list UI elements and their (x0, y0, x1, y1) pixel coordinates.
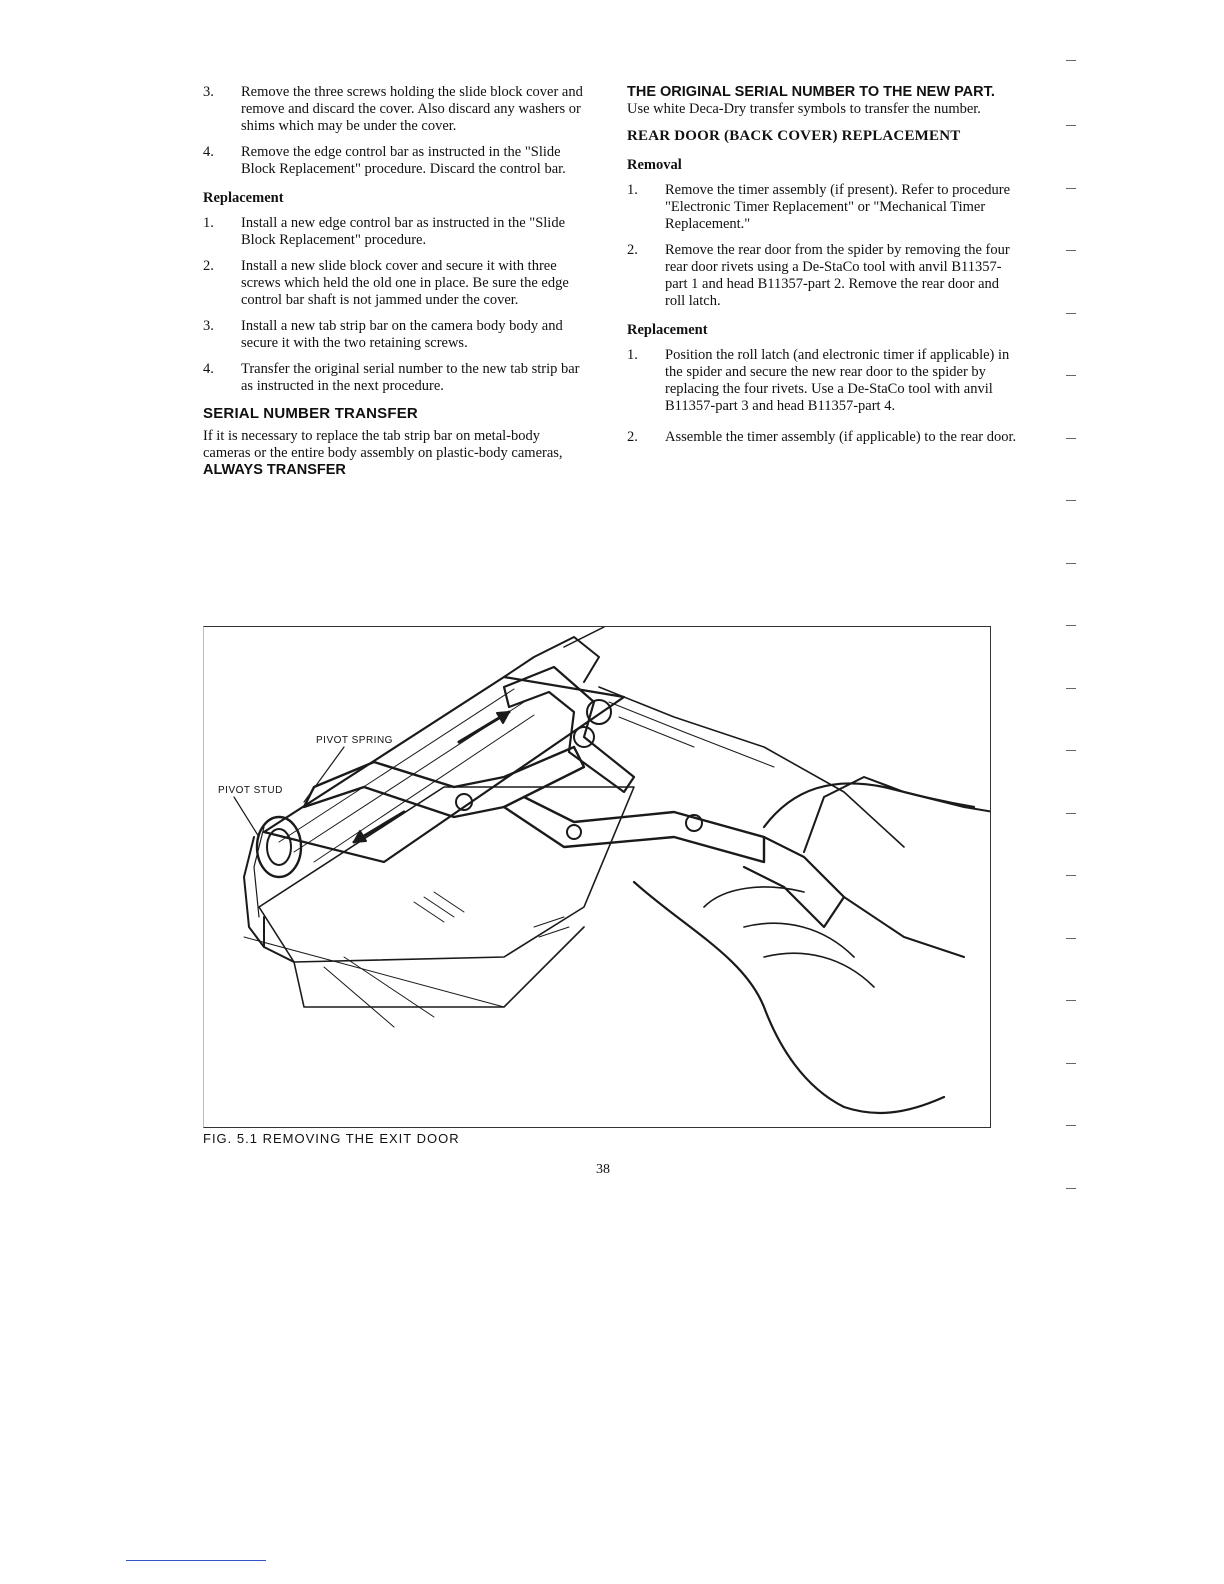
continued-text: Use white Deca-Dry transfer symbols to transfer the number. (627, 101, 981, 117)
step-number: 3. (203, 318, 214, 334)
rear-replacement-step-2 (627, 429, 1017, 446)
serial-paragraph (203, 428, 583, 479)
step-number: 3. (203, 84, 214, 100)
serial-emphasis: ALWAYS TRANSFER (203, 462, 346, 478)
step-text: Transfer the original serial number to the new tab strip bar as instructed in the next procedure. (241, 361, 580, 394)
rear-replacement-step-1 (627, 347, 1017, 415)
step-number: 4. (203, 144, 214, 160)
continued-emphasis: THE ORIGINAL SERIAL NUMBER TO THE NEW PART. (627, 84, 995, 100)
step-number: 1. (627, 182, 638, 198)
step-number: 1. (203, 215, 214, 231)
removal-step-1 (627, 182, 1017, 233)
step-text: Remove the timer assembly (if present). Refer to procedure "Electronic Timer Replacement" or "Mechanical Timer Replacement." (665, 182, 1011, 232)
serial-number-heading: SERIAL NUMBER TRANSFER (203, 405, 418, 422)
right-column (627, 84, 1017, 455)
figure-exit-door (203, 626, 991, 1128)
rear-replacement-heading: Replacement (627, 322, 708, 338)
footer-rule (126, 1560, 266, 1561)
replacement-step-3 (203, 318, 583, 352)
step-text: Position the roll latch (and electronic timer if applicable) in the spider and secure the new rear door to the spider by replacing the four rivets. Use a De-StaCo tool with anvil B11357-part 3 and head B11357-part 4. (665, 347, 1010, 414)
left-column (203, 84, 583, 489)
step-4 (203, 144, 583, 178)
replacement-step-4 (203, 361, 583, 395)
label-pivot-stud: PIVOT STUD (218, 785, 283, 796)
step-text: Install a new slide block cover and secure it with three screws which held the old one in place. Be sure the edge control bar shaft is not jammed under the cover. (241, 258, 569, 308)
step-number: 2. (627, 242, 638, 258)
step-text: Remove the three screws holding the slide block cover and remove and discard the cover. Also discard any washers or shims which may be under the cover. (241, 84, 583, 134)
figure-caption: FIG. 5.1 REMOVING THE EXIT DOOR (203, 1131, 460, 1146)
step-number: 2. (627, 429, 638, 445)
serial-text: If it is necessary to replace the tab strip bar on metal-body cameras or the entire body assembly on plastic-body cameras, (203, 428, 563, 461)
step-text: Remove the rear door from the spider by removing the four rear door rivets using a De-StaCo tool with anvil B11357-part 1 and head B11357-part 2. Remove the rear door and roll latch. (665, 242, 1010, 309)
page-number: 38 (596, 1162, 610, 1177)
replacement-step-1 (203, 215, 583, 249)
label-pivot-spring: PIVOT SPRING (316, 735, 393, 746)
removal-step-2 (627, 242, 1017, 310)
removal-heading: Removal (627, 157, 682, 173)
continued-paragraph (627, 84, 1017, 118)
step-text: Assemble the timer assembly (if applicable) to the rear door. (665, 429, 1017, 445)
step-number: 2. (203, 258, 214, 274)
step-3 (203, 84, 583, 135)
rear-door-heading: REAR DOOR (BACK COVER) REPLACEMENT (627, 128, 961, 144)
step-text: Remove the edge control bar as instructed in the "Slide Block Replacement" procedure. Discard the control bar. (241, 144, 566, 177)
replacement-step-2 (203, 258, 583, 309)
step-number: 4. (203, 361, 214, 377)
replacement-heading: Replacement (203, 190, 284, 206)
step-text: Install a new tab strip bar on the camera body body and secure it with the two retaining screws. (241, 318, 563, 351)
step-text: Install a new edge control bar as instructed in the "Slide Block Replacement" procedure. (241, 215, 566, 248)
exit-door-illustration (204, 627, 991, 1128)
step-number: 1. (627, 347, 638, 363)
